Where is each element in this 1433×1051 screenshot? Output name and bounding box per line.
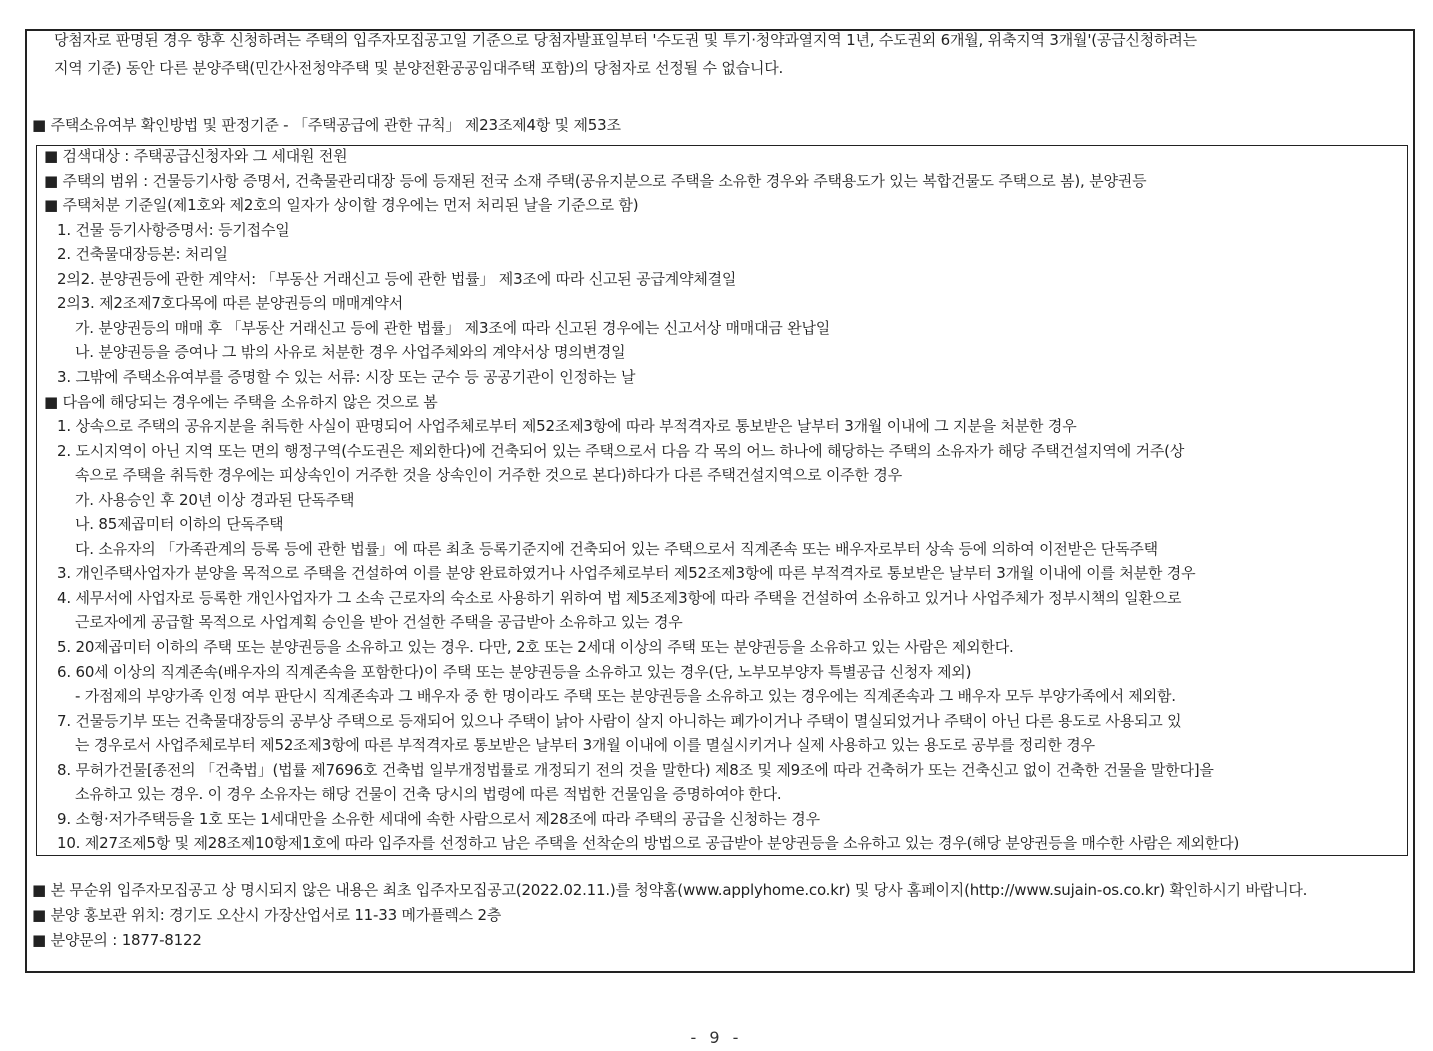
box-line-29: 10. 제27조제5항 및 제28조제10항제1호에 따라 입주자를 선정하고 남은 주택을 선착순의 방법으로 공급받아 분양권등을 소유하고 있는 경우(해당 분양권등을 매수한 사람은 제외한다) xyxy=(57,834,1240,852)
box-line-14: 속으로 주택을 취득한 경우에는 피상속인이 거주한 것을 상속인이 거주한 것으로 본다)하다가 다른 주택건설지역으로 이주한 경우 xyxy=(75,466,902,484)
box-line-2: ■ 주택의 범위 : 건물등기사항 증명서, 건축물관리대장 등에 등재된 전국 소재 주택(공유지분으로 주택을 소유한 경우와 주택용도가 있는 복합건물도 주택으로 봄), 분양권등 xyxy=(44,172,1147,190)
box-line-4: 1. 건물 등기사항증명서: 등기접수일 xyxy=(57,221,290,239)
top-paragraph-line-1: 당첨자로 판명된 경우 향후 신청하려는 주택의 입주자모집공고일 기준으로 당첨자발표일부터 '수도권 및 투기·청약과열지역 1년, 수도권외 6개월, 위축지역 3개월'(공급신청하려는 xyxy=(54,31,1197,49)
top-paragraph-line-2: 지역 기준) 동안 다른 분양주택(민간사전청약주택 및 분양전환공공임대주택 포함)의 당첨자로 선정될 수 없습니다. xyxy=(54,59,784,77)
footer-note-2 xyxy=(32,905,501,925)
footer-note-1-text: 본 무순위 입주자모집공고 상 명시되지 않은 내용은 최초 입주자모집공고(2022.02.11.)를 청약홈(www.applyhome.co.kr) 및 당사 홈페이지(http://www.sujain-os.co.kr) 확인하시기 바랍니다. xyxy=(50,881,1308,899)
box-line-16: 나. 85제곱미터 이하의 단독주택 xyxy=(75,515,284,533)
footer-note-2-text: 분양 홍보관 위치: 경기도 오산시 가장산업서로 11-33 메가플렉스 2층 xyxy=(50,906,502,924)
footer-note-1 xyxy=(32,880,1307,900)
page-number: - 9 - xyxy=(690,1028,743,1047)
section-heading-text: 주택소유여부 확인방법 및 판정기준 - 「주택공급에 관한 규칙」 제23조제4항 및 제53조 xyxy=(50,116,621,134)
box-line-6: 2의2. 분양권등에 관한 계약서: 「부동산 거래신고 등에 관한 법률」 제3조에 따라 신고된 공급계약체결일 xyxy=(57,270,737,288)
box-line-28: 9. 소형·저가주택등을 1호 또는 1세대만을 소유한 세대에 속한 사람으로서 제28조에 따라 주택의 공급을 신청하는 경우 xyxy=(57,810,820,828)
box-line-21: 5. 20제곱미터 이하의 주택 또는 분양권등을 소유하고 있는 경우. 다만, 2호 또는 2세대 이상의 주택 또는 분양권등을 소유하고 있는 사람은 제외한다. xyxy=(57,638,1014,656)
box-line-25: 는 경우로서 사업주체로부터 제52조제3항에 따른 부적격자로 통보받은 날부터 3개월 이내에 이를 멸실시키거나 실제 사용하고 있는 용도로 공부를 정리한 경우 xyxy=(75,736,1095,754)
box-line-22: 6. 60세 이상의 직계존속(배우자의 직계존속을 포함한다)이 주택 또는 분양권등을 소유하고 있는 경우(단, 노부모부양자 특별공급 신청자 제외) xyxy=(57,663,972,681)
box-line-24: 7. 건물등기부 또는 건축물대장등의 공부상 주택으로 등재되어 있으나 주택이 낡아 사람이 살지 아니하는 폐가이거나 주택이 멸실되었거나 주택이 아닌 다른 용도로 사용되고 있 xyxy=(57,712,1182,730)
box-line-8: 가. 분양권등의 매매 후 「부동산 거래신고 등에 관한 법률」 제3조에 따라 신고된 경우에는 신고서상 매매대금 완납일 xyxy=(75,319,831,337)
box-line-7: 2의3. 제2조제7호다목에 따른 분양권등의 매매계약서 xyxy=(57,294,404,312)
square-bullet-icon: ■ xyxy=(32,881,46,899)
box-line-20: 근로자에게 공급할 목적으로 사업계획 승인을 받아 건설한 주택을 공급받아 소유하고 있는 경우 xyxy=(75,613,683,631)
footer-note-3 xyxy=(32,930,202,950)
box-line-3: ■ 주택처분 기준일(제1호와 제2호의 일자가 상이할 경우에는 먼저 처리된 날을 기준으로 함) xyxy=(44,196,639,214)
box-line-19: 4. 세무서에 사업자로 등록한 개인사업자가 그 소속 근로자의 숙소로 사용하기 위하여 법 제5조제3항에 따라 주택을 건설하여 소유하고 있거나 사업주체가 정부시책의 일환으로 xyxy=(57,589,1182,607)
box-line-11: ■ 다음에 해당되는 경우에는 주택을 소유하지 않은 것으로 봄 xyxy=(44,393,438,411)
box-line-13: 2. 도시지역이 아닌 지역 또는 면의 행정구역(수도권은 제외한다)에 건축되어 있는 주택으로서 다음 각 목의 어느 하나에 해당하는 주택의 소유자가 해당 주택건설지역에 거주(상 xyxy=(57,442,1185,460)
box-line-26: 8. 무허가건물[종전의 「건축법」(법률 제7696호 건축법 일부개정법률로 개정되기 전의 것을 말한다) 제8조 및 제9조에 따라 건축허가 또는 건축신고 없이 건축한 건물을 말한다]을 xyxy=(57,761,1214,779)
box-line-23: - 가점제의 부양가족 인정 여부 판단시 직계존속과 그 배우자 중 한 명이라도 주택 또는 분양권등을 소유하고 있는 경우에는 직계존속과 그 배우자 모두 부양가족에서 제외함. xyxy=(75,687,1176,705)
footer-note-3-text: 분양문의 : 1877-8122 xyxy=(50,931,202,949)
box-line-1: ■ 검색대상 : 주택공급신청자와 그 세대원 전원 xyxy=(44,147,348,165)
square-bullet-icon: ■ xyxy=(32,931,46,949)
box-line-15: 가. 사용승인 후 20년 이상 경과된 단독주택 xyxy=(75,491,355,509)
section-heading xyxy=(32,115,621,135)
box-line-9: 나. 분양권등을 증여나 그 밖의 사유로 처분한 경우 사업주체와의 계약서상 명의변경일 xyxy=(75,343,626,361)
box-line-27: 소유하고 있는 경우. 이 경우 소유자는 해당 건물이 건축 당시의 법령에 따른 적법한 건물임을 증명하여야 한다. xyxy=(75,785,782,803)
box-line-5: 2. 건축물대장등본: 처리일 xyxy=(57,245,228,263)
square-bullet-icon: ■ xyxy=(32,116,46,134)
box-line-17: 다. 소유자의 「가족관계의 등록 등에 관한 법률」에 따른 최초 등록기준지에 건축되어 있는 주택으로서 직계존속 또는 배우자로부터 상속 등에 의하여 이전받은 단독주택 xyxy=(75,540,1158,558)
square-bullet-icon: ■ xyxy=(32,906,46,924)
box-line-10: 3. 그밖에 주택소유여부를 증명할 수 있는 서류: 시장 또는 군수 등 공공기관이 인정하는 날 xyxy=(57,368,636,386)
box-line-12: 1. 상속으로 주택의 공유지분을 취득한 사실이 판명되어 사업주체로부터 제52조제3항에 따라 부적격자로 통보받은 날부터 3개월 이내에 그 지분을 처분한 경우 xyxy=(57,417,1077,435)
box-line-18: 3. 개인주택사업자가 분양을 목적으로 주택을 건설하여 이를 분양 완료하였거나 사업주체로부터 제52조제3항에 따른 부적격자로 통보받은 날부터 3개월 이내에 이를 처분한 경우 xyxy=(57,564,1196,582)
